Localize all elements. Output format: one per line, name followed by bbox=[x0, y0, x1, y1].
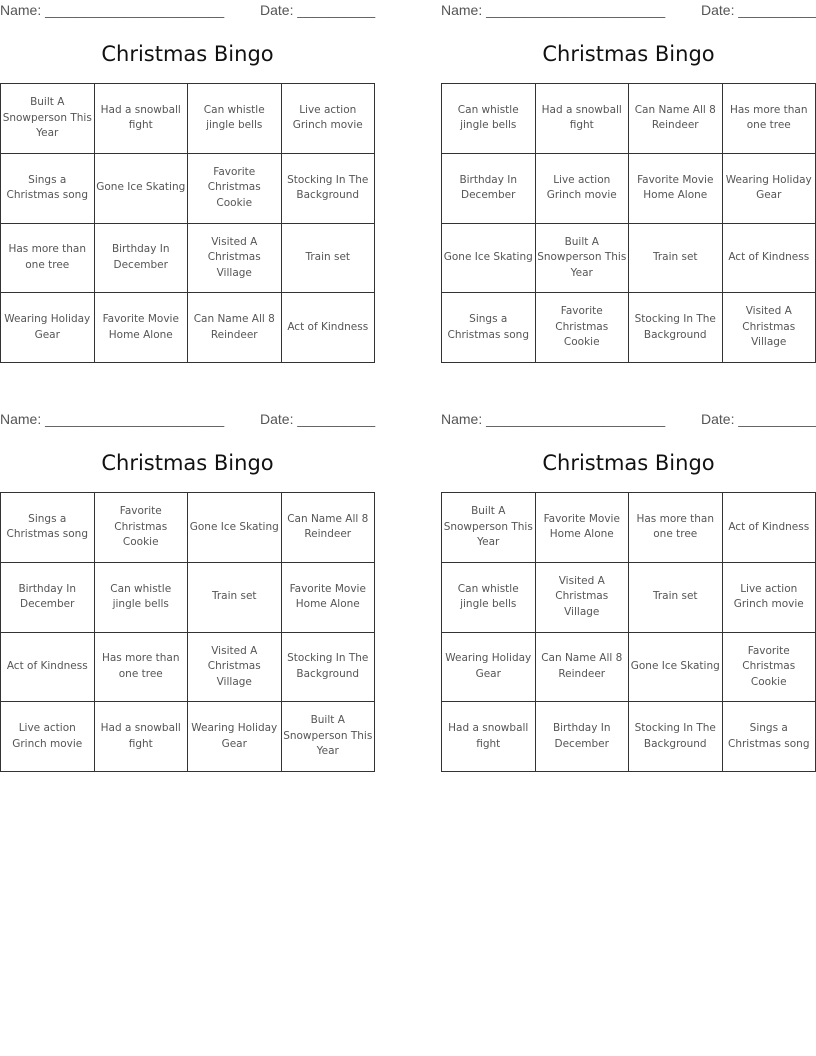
bingo-grid bbox=[0, 492, 375, 772]
bingo-cell: Live action Grinch movie bbox=[722, 562, 816, 632]
bingo-cell: Train set bbox=[629, 562, 723, 632]
bingo-cell: Live action Grinch movie bbox=[281, 84, 375, 154]
bingo-cell: Has more than one tree bbox=[722, 84, 816, 154]
bingo-cell: Birthday In December bbox=[535, 702, 629, 772]
bingo-cell: Act of Kindness bbox=[722, 493, 816, 563]
grid-row bbox=[1, 223, 375, 293]
bingo-cell: Can whistle jingle bells bbox=[188, 84, 282, 154]
grid-row bbox=[442, 493, 816, 563]
bingo-cell: Birthday In December bbox=[94, 223, 188, 293]
bingo-cell: Wearing Holiday Gear bbox=[1, 293, 95, 363]
bingo-cell: Stocking In The Background bbox=[281, 632, 375, 702]
bingo-cell: Had a snowball fight bbox=[94, 702, 188, 772]
bingo-cell: Live action Grinch movie bbox=[1, 702, 95, 772]
name-field[interactable]: Name: _______________________ bbox=[0, 411, 225, 427]
bingo-cell: Birthday In December bbox=[1, 562, 95, 632]
bingo-cell: Favorite Christmas Cookie bbox=[188, 153, 282, 223]
name-field[interactable]: Name: _______________________ bbox=[441, 2, 666, 18]
bingo-cell: Train set bbox=[629, 223, 723, 293]
date-field[interactable]: Date: __________ bbox=[260, 411, 376, 427]
bingo-cell: Has more than one tree bbox=[1, 223, 95, 293]
bingo-cell: Can whistle jingle bells bbox=[94, 562, 188, 632]
bingo-cell: Sings a Christmas song bbox=[442, 293, 536, 363]
bingo-cell: Gone Ice Skating bbox=[442, 223, 536, 293]
bingo-cell: Act of Kindness bbox=[1, 632, 95, 702]
bingo-cell: Sings a Christmas song bbox=[1, 153, 95, 223]
bingo-grid bbox=[0, 83, 375, 363]
bingo-cell: Can Name All 8 Reindeer bbox=[629, 84, 723, 154]
grid-row bbox=[442, 632, 816, 702]
bingo-grid bbox=[441, 492, 816, 772]
date-field[interactable]: Date: __________ bbox=[260, 2, 376, 18]
bingo-cell: Favorite Movie Home Alone bbox=[629, 153, 723, 223]
grid-row bbox=[1, 153, 375, 223]
bingo-cell: Built A Snowperson This Year bbox=[535, 223, 629, 293]
bingo-cell: Stocking In The Background bbox=[629, 293, 723, 363]
grid-row bbox=[1, 493, 375, 563]
bingo-cell: Sings a Christmas song bbox=[722, 702, 816, 772]
bingo-cell: Live action Grinch movie bbox=[535, 153, 629, 223]
name-field[interactable]: Name: _______________________ bbox=[441, 411, 666, 427]
bingo-card-1 bbox=[0, 0, 375, 372]
bingo-cell: Visited A Christmas Village bbox=[722, 293, 816, 363]
bingo-cell: Favorite Movie Home Alone bbox=[281, 562, 375, 632]
bingo-cell: Gone Ice Skating bbox=[188, 493, 282, 563]
bingo-cell: Can whistle jingle bells bbox=[442, 84, 536, 154]
grid-row bbox=[442, 84, 816, 154]
card-title: Christmas Bingo bbox=[542, 451, 715, 475]
grid-row bbox=[1, 84, 375, 154]
card-header bbox=[441, 411, 816, 431]
bingo-cell: Can Name All 8 Reindeer bbox=[281, 493, 375, 563]
bingo-cell: Has more than one tree bbox=[94, 632, 188, 702]
bingo-cell: Act of Kindness bbox=[722, 223, 816, 293]
grid-row bbox=[442, 562, 816, 632]
bingo-cell: Visited A Christmas Village bbox=[535, 562, 629, 632]
bingo-cell: Can whistle jingle bells bbox=[442, 562, 536, 632]
bingo-cell: Favorite Christmas Cookie bbox=[94, 493, 188, 563]
bingo-cell: Train set bbox=[188, 562, 282, 632]
date-field[interactable]: Date: __________ bbox=[701, 2, 816, 18]
bingo-cell: Favorite Movie Home Alone bbox=[535, 493, 629, 563]
bingo-cell: Built A Snowperson This Year bbox=[1, 84, 95, 154]
grid-row bbox=[442, 223, 816, 293]
grid-row bbox=[1, 293, 375, 363]
bingo-cell: Gone Ice Skating bbox=[94, 153, 188, 223]
bingo-cell: Stocking In The Background bbox=[281, 153, 375, 223]
bingo-cell: Gone Ice Skating bbox=[629, 632, 723, 702]
date-field[interactable]: Date: __________ bbox=[701, 411, 816, 427]
bingo-card-2 bbox=[441, 0, 816, 372]
card-title: Christmas Bingo bbox=[101, 42, 274, 66]
bingo-cell: Wearing Holiday Gear bbox=[722, 153, 816, 223]
bingo-cell: Train set bbox=[281, 223, 375, 293]
bingo-grid bbox=[441, 83, 816, 363]
bingo-cell: Stocking In The Background bbox=[629, 702, 723, 772]
bingo-cell: Sings a Christmas song bbox=[1, 493, 95, 563]
bingo-cell: Act of Kindness bbox=[281, 293, 375, 363]
bingo-cell: Built A Snowperson This Year bbox=[281, 702, 375, 772]
card-header bbox=[441, 2, 816, 22]
bingo-cell: Can Name All 8 Reindeer bbox=[188, 293, 282, 363]
bingo-cell: Favorite Christmas Cookie bbox=[722, 632, 816, 702]
bingo-cell: Can Name All 8 Reindeer bbox=[535, 632, 629, 702]
bingo-cell: Birthday In December bbox=[442, 153, 536, 223]
bingo-cell: Had a snowball fight bbox=[442, 702, 536, 772]
bingo-cell: Had a snowball fight bbox=[94, 84, 188, 154]
bingo-cell: Wearing Holiday Gear bbox=[188, 702, 282, 772]
bingo-cell: Has more than one tree bbox=[629, 493, 723, 563]
bingo-cell: Had a snowball fight bbox=[535, 84, 629, 154]
name-field[interactable]: Name: _______________________ bbox=[0, 2, 225, 18]
bingo-cell: Built A Snowperson This Year bbox=[442, 493, 536, 563]
card-title: Christmas Bingo bbox=[101, 451, 274, 475]
card-header bbox=[0, 2, 375, 22]
bingo-cell: Favorite Movie Home Alone bbox=[94, 293, 188, 363]
grid-row bbox=[1, 632, 375, 702]
grid-row bbox=[442, 293, 816, 363]
grid-row bbox=[1, 562, 375, 632]
grid-row bbox=[442, 702, 816, 772]
bingo-cell: Favorite Christmas Cookie bbox=[535, 293, 629, 363]
bingo-cell: Visited A Christmas Village bbox=[188, 632, 282, 702]
grid-row bbox=[442, 153, 816, 223]
bingo-cell: Visited A Christmas Village bbox=[188, 223, 282, 293]
bingo-cell: Wearing Holiday Gear bbox=[442, 632, 536, 702]
card-title: Christmas Bingo bbox=[542, 42, 715, 66]
bingo-card-3 bbox=[0, 409, 375, 781]
bingo-card-4 bbox=[441, 409, 816, 781]
card-header bbox=[0, 411, 375, 431]
grid-row bbox=[1, 702, 375, 772]
